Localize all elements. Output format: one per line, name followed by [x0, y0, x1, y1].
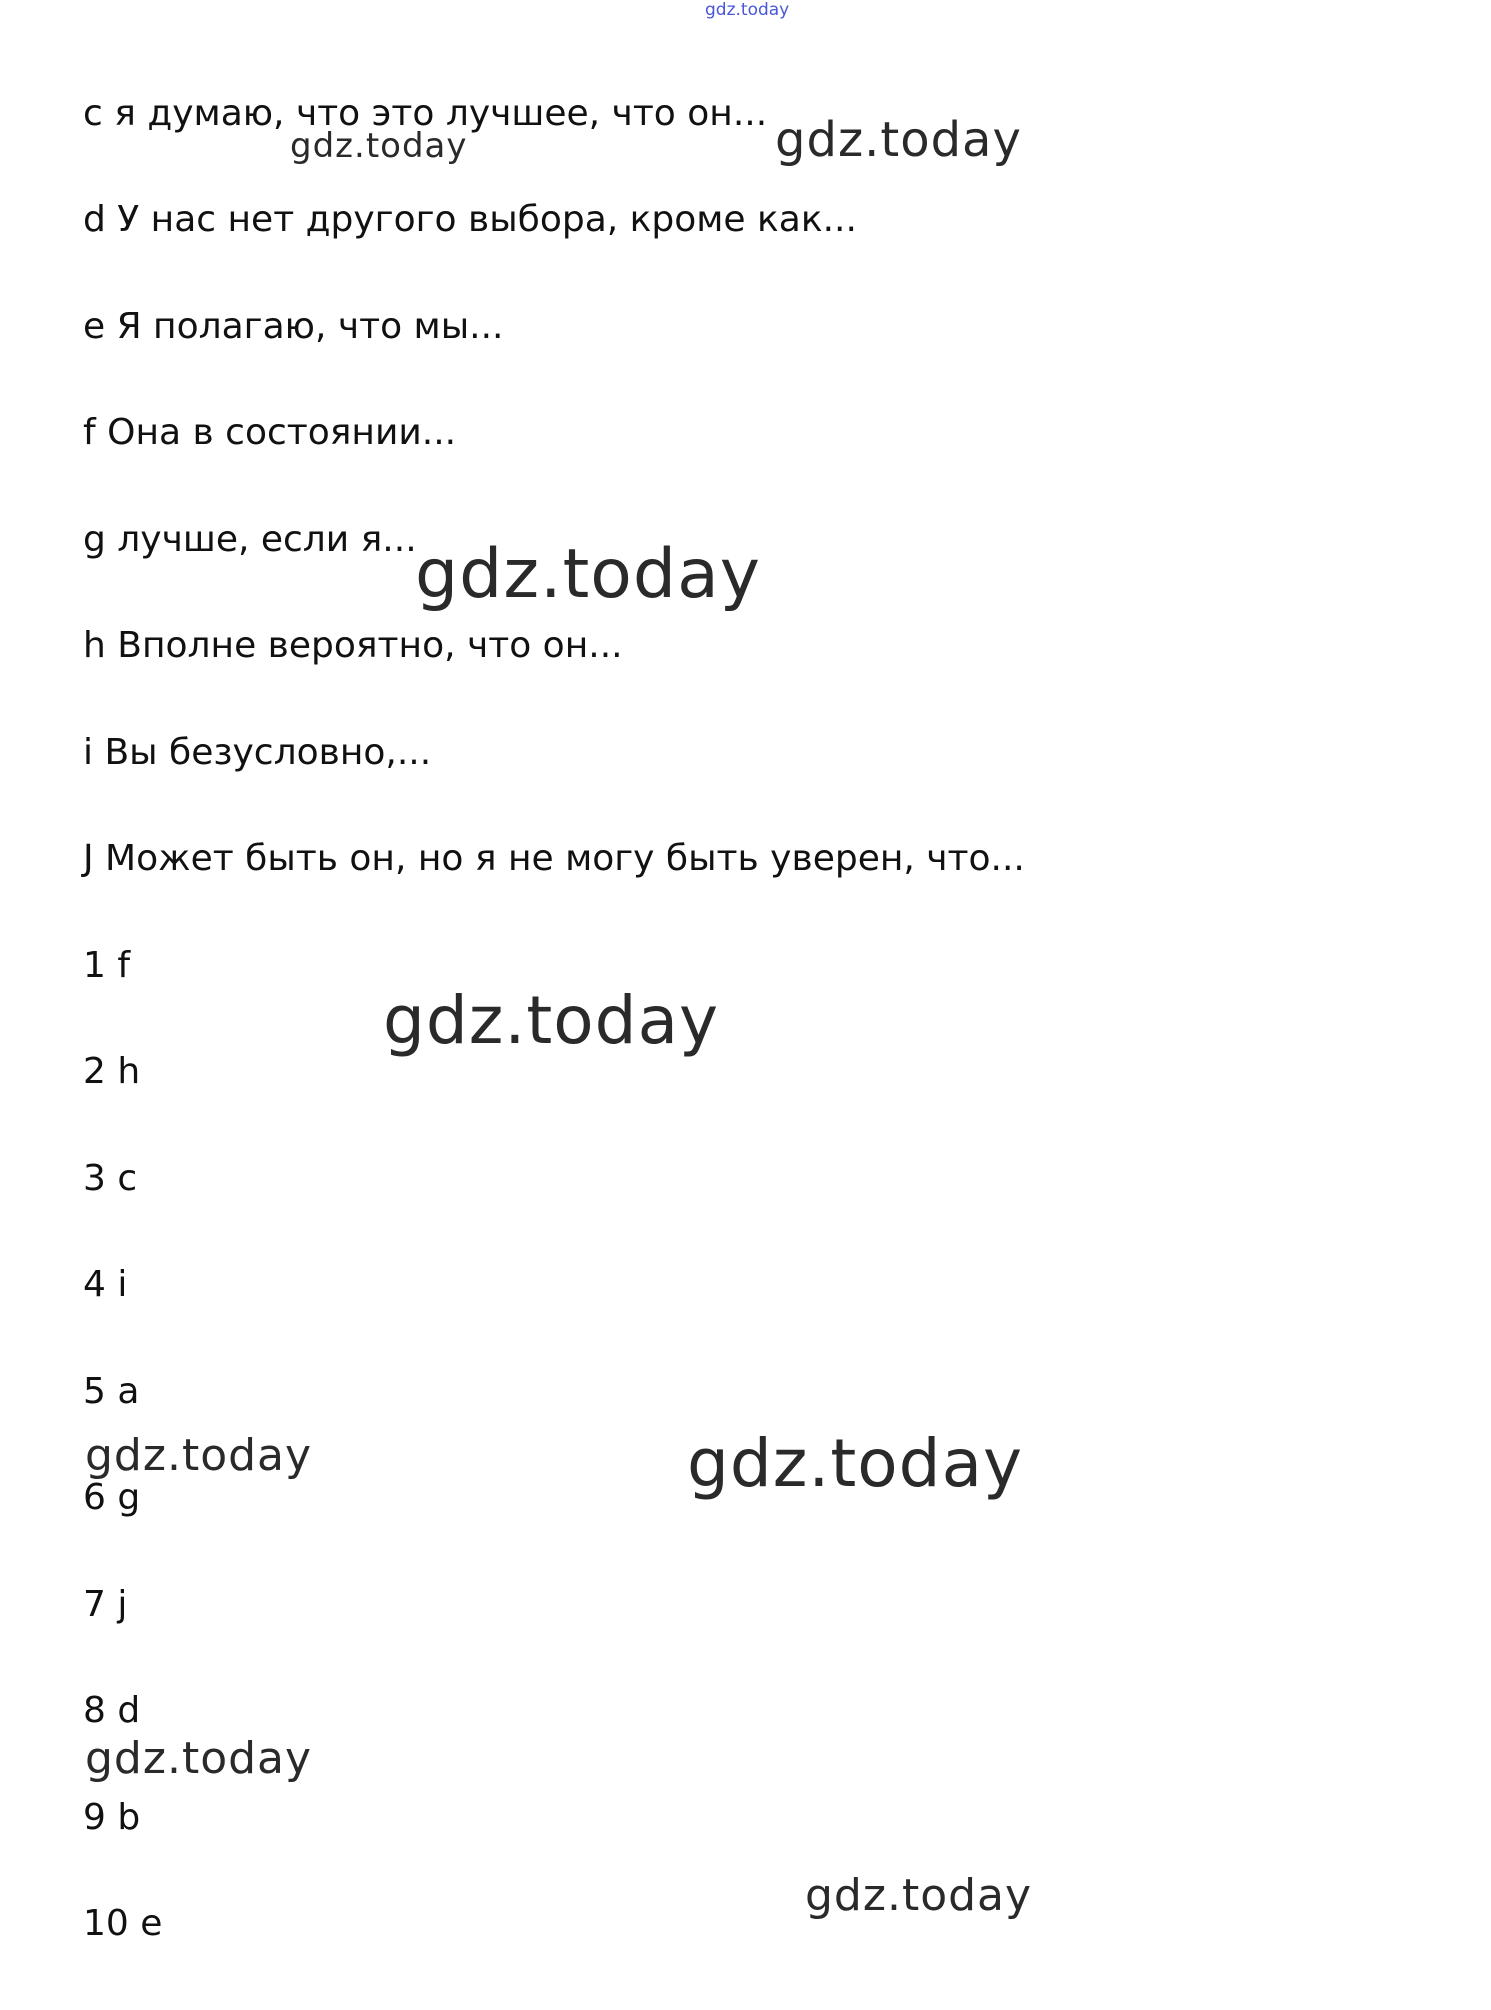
watermark: gdz.today — [775, 112, 1022, 168]
watermark: gdz.today — [805, 1870, 1033, 1921]
watermark: gdz.today — [415, 535, 761, 614]
answer-2: 2 h — [83, 1051, 141, 1092]
phrase-f: f Она в состоянии... — [83, 412, 457, 453]
answer-8: 8 d — [83, 1690, 141, 1731]
watermark: gdz.today — [687, 1425, 1024, 1502]
phrase-h: h Вполне вероятно, что он... — [83, 625, 623, 666]
header-watermark: gdz.today — [705, 0, 790, 20]
watermark: gdz.today — [290, 126, 468, 166]
answer-10: 10 e — [83, 1903, 163, 1944]
watermark: gdz.today — [85, 1430, 313, 1481]
answer-3: 3 c — [83, 1158, 138, 1199]
answer-5: 5 a — [83, 1371, 140, 1412]
phrase-j: J Может быть он, но я не могу быть уверен, что... — [83, 838, 1025, 879]
phrase-c: с я думаю, что это лучшее, что он... — [83, 93, 768, 134]
answer-9: 9 b — [83, 1797, 141, 1838]
answer-1: 1 f — [83, 945, 131, 986]
phrase-i: i Вы безусловно,... — [83, 732, 432, 773]
watermark: gdz.today — [85, 1733, 313, 1784]
phrase-e: e Я полагаю, что мы... — [83, 306, 504, 347]
phrase-g: g лучше, если я... — [83, 519, 417, 560]
watermark: gdz.today — [383, 982, 720, 1059]
answer-6: 6 g — [83, 1477, 141, 1518]
phrase-d: d У нас нет другого выбора, кроме как... — [83, 199, 857, 240]
answer-7: 7 j — [83, 1584, 128, 1625]
answer-4: 4 i — [83, 1264, 128, 1305]
